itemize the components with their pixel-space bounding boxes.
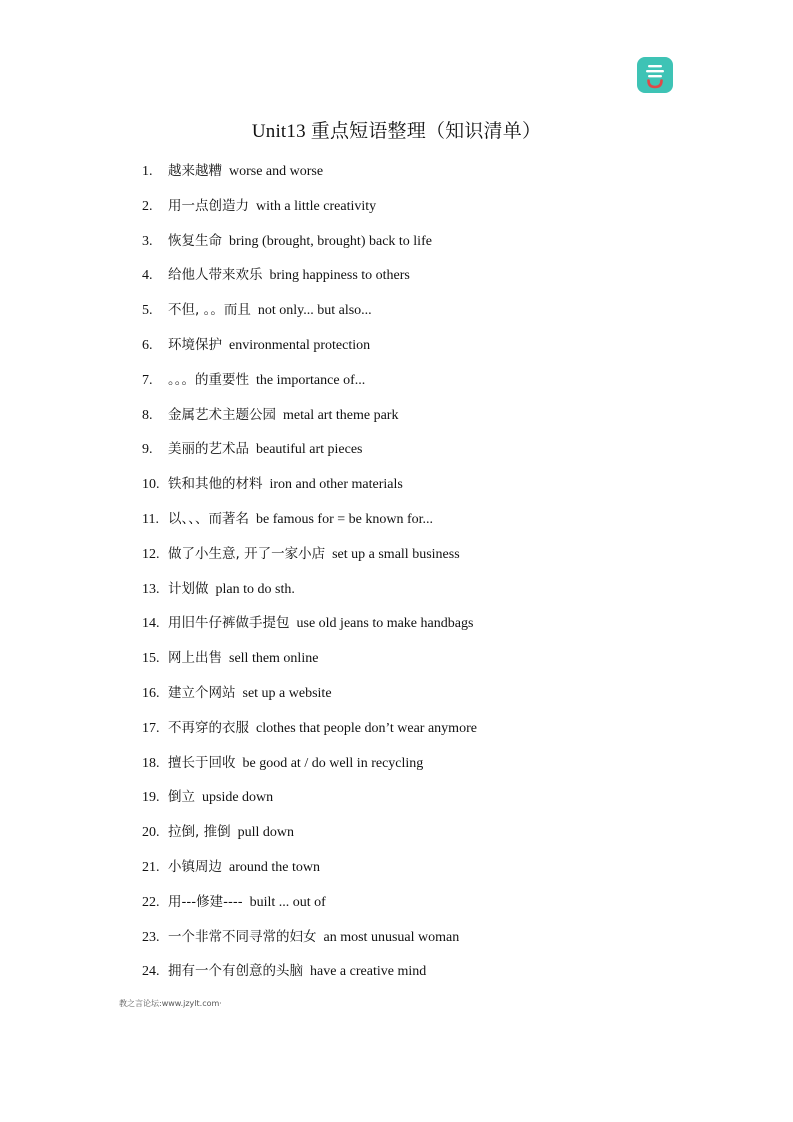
chinese-phrase: 用一点创造力 [168,197,249,214]
list-item [142,300,477,335]
item-number: 6. [142,337,153,353]
english-phrase: metal art theme park [283,407,399,423]
english-phrase: sell them online [229,651,319,667]
english-phrase: beautiful art pieces [256,442,363,458]
list-item [142,335,477,370]
item-number: 24. [142,964,160,980]
english-phrase: environmental protection [229,337,371,353]
chinese-phrase: 拥有一个有创意的头脑 [168,963,303,980]
item-number: 13. [142,581,160,597]
item-number: 15. [142,651,160,667]
list-item [142,718,477,753]
chinese-phrase: 拉倒, 推倒 [168,824,231,841]
english-phrase: have a creative mind [310,964,427,980]
item-number: 5. [142,303,153,319]
item-number: 22. [142,894,160,910]
english-phrase: use old jeans to make handbags [296,616,474,632]
chinese-phrase: 用旧牛仔裤做手提包 [168,615,290,632]
list-item [142,753,477,788]
page-title: Unit13 重点短语整理（知识清单） [251,121,542,142]
item-number: 4. [142,268,153,284]
chinese-phrase: 给他人带来欢乐 [168,267,263,284]
chinese-phrase: 倒立 [168,789,195,806]
item-number: 1. [142,164,153,179]
chinese-phrase: 。。。的重要性 [168,371,249,388]
item-number: 14. [142,616,160,632]
english-phrase: not only... but also... [257,303,372,319]
chinese-phrase: 做了小生意, 开了一家小店 [168,545,326,562]
chinese-phrase: 网上出售 [168,650,222,667]
item-number: 20. [142,825,160,841]
english-phrase: with a little creativity [256,198,377,214]
footer-text: 教之言论坛:www.jzylt.com· [119,999,222,1008]
chinese-phrase: 恢复生命 [168,232,222,249]
chinese-phrase: 用---修建---- [168,893,243,910]
item-number: 12. [142,546,160,562]
list-item [142,370,477,405]
list-item [142,161,477,196]
list-item [142,648,477,683]
english-phrase: be famous for = be known for... [256,511,434,527]
chinese-phrase: 以、、、而著名 [168,510,249,527]
phrase-list [142,161,477,996]
list-item [142,613,477,648]
list-item [142,787,477,822]
english-phrase: bring (brought, brought) back to life [229,233,432,249]
list-item [142,474,477,509]
list-item [142,961,477,996]
item-number: 21. [142,859,160,875]
item-number: 19. [142,790,160,806]
list-item [142,683,477,718]
english-phrase: pull down [237,825,294,841]
list-item [142,439,477,474]
list-item [142,509,477,544]
list-item [142,196,477,231]
chinese-phrase: 不再穿的衣服 [168,719,249,736]
chinese-phrase: 越来越糟 [168,163,222,179]
list-item [142,822,477,857]
chinese-phrase: 环境保护 [168,336,222,353]
chinese-phrase: 美丽的艺术品 [168,441,249,458]
chinese-phrase: 计划做 [168,580,209,597]
chinese-phrase: 擅长于回收 [168,754,236,771]
jzy-logo-icon [637,57,673,93]
chinese-phrase: 金属艺术主题公园 [168,406,276,423]
english-phrase: around the town [229,859,320,875]
item-number: 11. [142,511,159,527]
english-phrase: clothes that people don’t wear anymore [256,720,477,736]
item-number: 9. [142,442,153,458]
english-phrase: set up a small business [332,546,460,562]
english-phrase: plan to do sth. [215,581,295,597]
english-phrase: be good at / do well in recycling [242,755,424,771]
list-item [142,579,477,614]
list-item [142,927,477,962]
chinese-phrase: 小镇周边 [168,858,222,875]
item-number: 23. [142,929,160,945]
english-phrase: the importance of... [256,372,366,388]
list-item [142,265,477,300]
item-number: 16. [142,685,160,701]
item-number: 8. [142,407,153,423]
english-phrase: an most unusual woman [323,929,460,945]
english-phrase: upside down [202,790,274,806]
item-number: 17. [142,720,160,736]
english-phrase: worse and worse [229,164,324,179]
item-number: 10. [142,477,160,493]
list-item [142,544,477,579]
list-item [142,405,477,440]
english-phrase: bring happiness to others [269,268,410,284]
item-number: 3. [142,233,153,249]
list-item [142,231,477,266]
english-phrase: built ... out of [249,894,326,910]
list-item [142,857,477,892]
english-phrase: iron and other materials [269,477,403,493]
chinese-phrase: 一个非常不同寻常的妇女 [168,928,317,945]
item-number: 18. [142,755,160,771]
chinese-phrase: 不但, 。。而且 [168,302,251,319]
chinese-phrase: 建立个网站 [168,684,236,701]
english-phrase: set up a website [242,685,332,701]
item-number: 7. [142,372,153,388]
list-item [142,892,477,927]
item-number: 2. [142,198,153,214]
chinese-phrase: 铁和其他的材料 [168,476,263,493]
